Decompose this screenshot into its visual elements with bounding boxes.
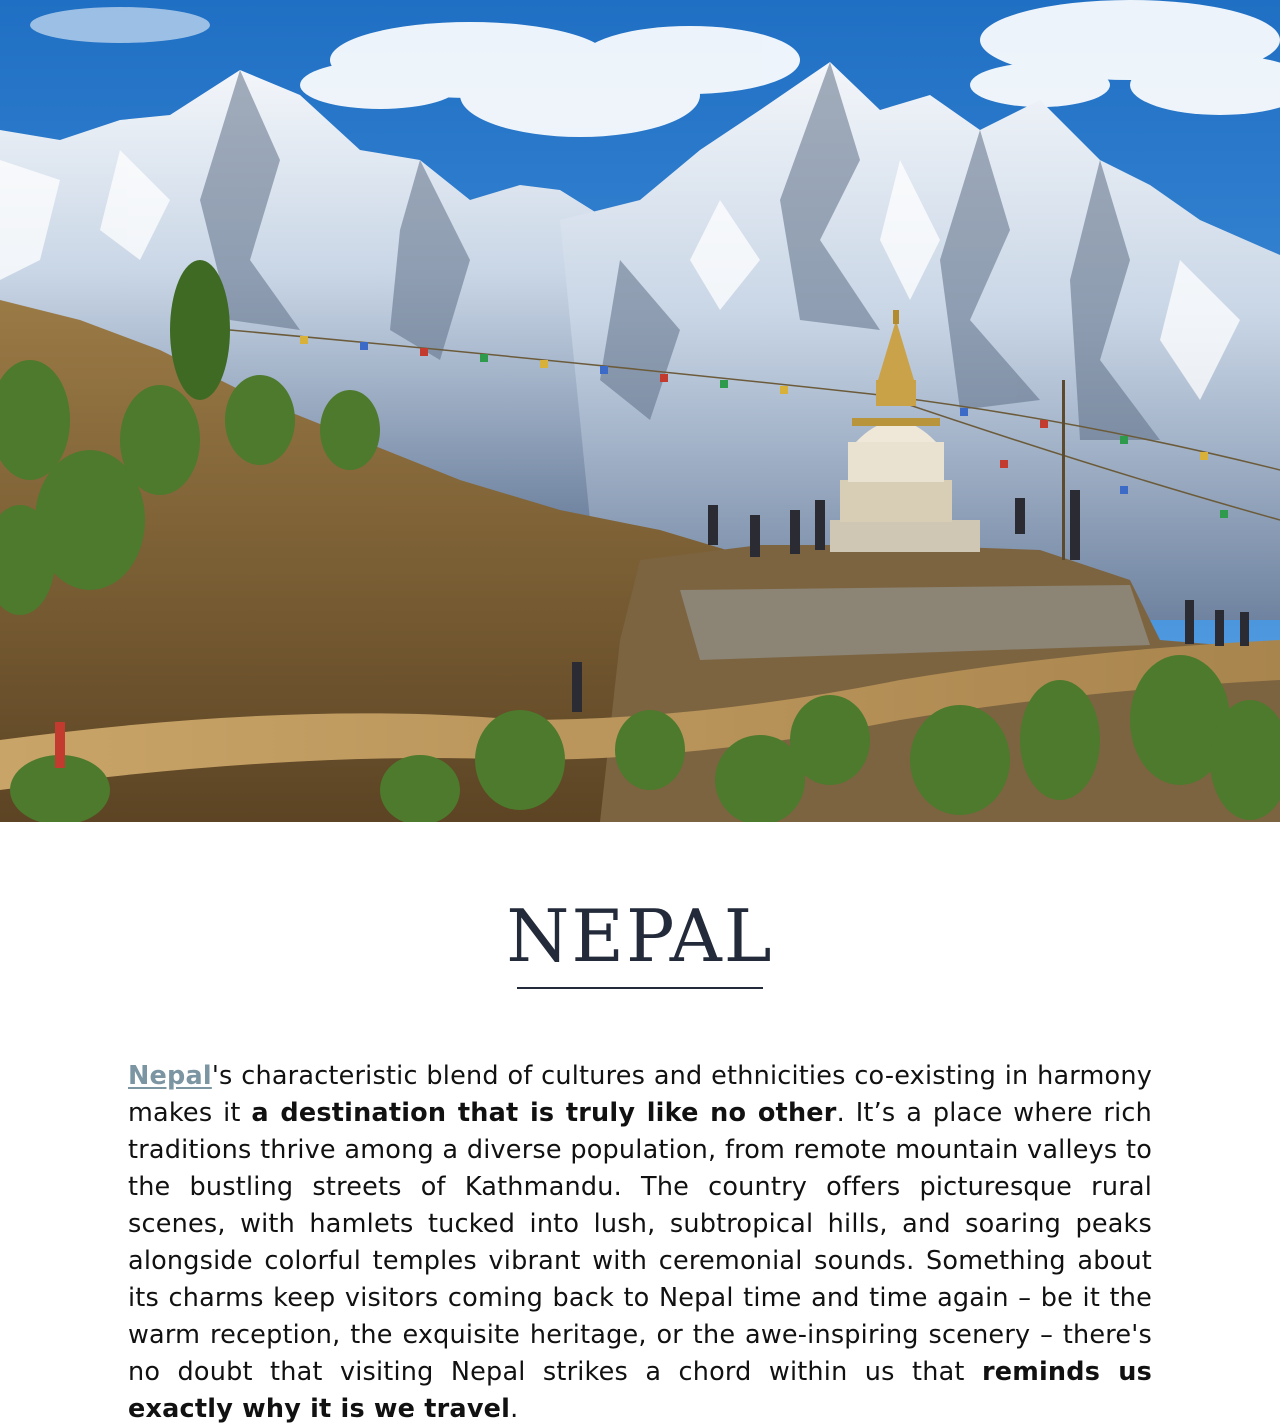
title-underline: [517, 987, 763, 989]
intro-paragraph: [128, 1058, 1152, 1428]
intro-bold-1: a destination that is truly like no other: [251, 1098, 837, 1128]
intro-bold-2: reminds us exactly why it is we travel: [128, 1357, 1152, 1424]
page-title: NEPAL: [506, 894, 774, 978]
nepal-link[interactable]: Nepal: [128, 1061, 212, 1091]
intro-text-2: . It’s a place where rich traditions thrive among a diverse population, from remote mountain valleys to the bustling streets of Kathmandu. The country offers picturesque rural scenes, with hamlets tucked into lush, subtropical hills, and soaring peaks alongside colorful temples vibrant with ceremonial sounds. Something about its charms keep visitors coming back to Nepal time and time again – be it the warm reception, the exquisite heritage, or the awe-inspiring scenery – there's no doubt that visiting Nepal strikes a chord within us that: [128, 1098, 1152, 1387]
intro-text-1: 's characteristic blend of cultures and ethnicities co-existing in harmony makes it: [128, 1061, 1152, 1128]
flag-pole: [1062, 380, 1065, 560]
intro-text-3: .: [510, 1394, 519, 1424]
title-block: [0, 888, 1280, 984]
